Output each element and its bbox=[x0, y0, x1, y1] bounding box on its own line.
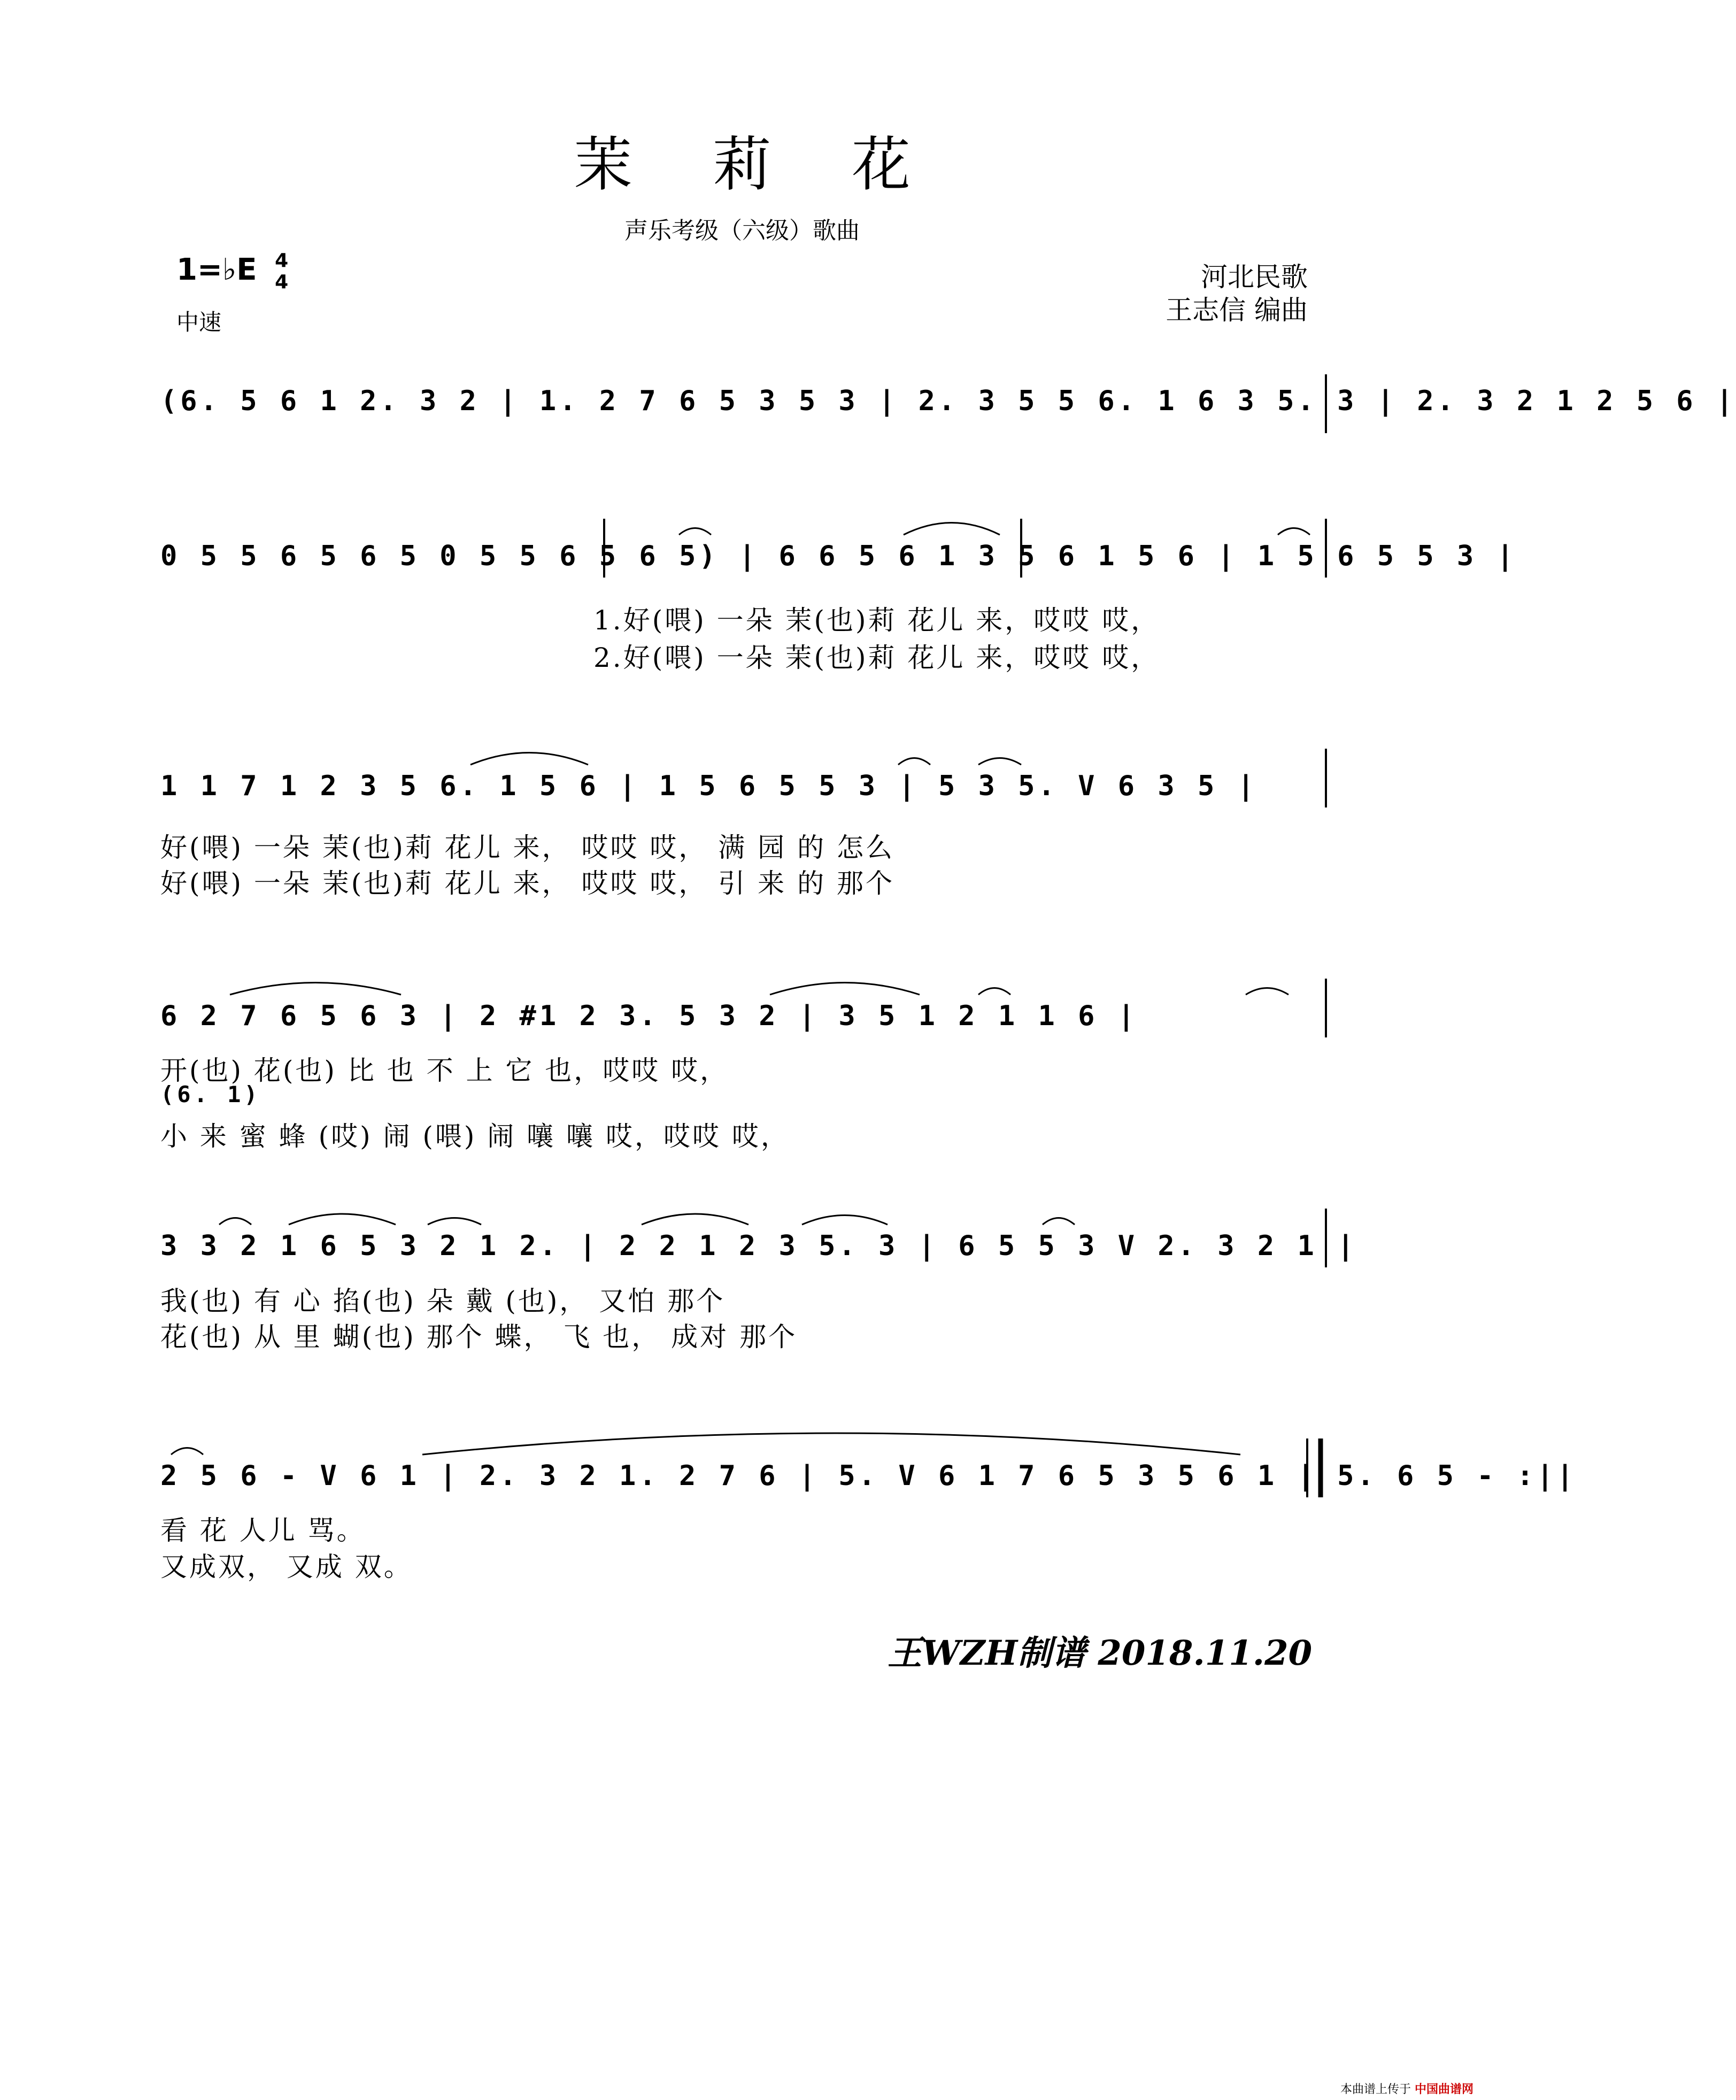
score-line-3: 1 1 7 1 2 3 5 6. 1 5 6 | 1 5 6 5 5 3 | 5 3 5. V 6 3 5 | bbox=[160, 770, 1257, 802]
footer-credit bbox=[1340, 2080, 1473, 2097]
page-title: 茉莉花 bbox=[574, 130, 991, 199]
lyric-line-6-verse-2: 又成双， 又成 双。 bbox=[160, 1551, 413, 1582]
footer-text: 本曲谱上传于 bbox=[1340, 2083, 1411, 2096]
lyric-line-5-verse-1: 我(也) 有 心 掐(也) 朵 戴 (也)， 又怕 那个 bbox=[160, 1286, 726, 1317]
lyric-line-2-verse-1: 1.好(喂) 一朵 茉(也)莉 花儿 来，哎哎 哎， bbox=[593, 605, 1160, 636]
lyric-line-2-verse-2: 2.好(喂) 一朵 茉(也)莉 花儿 来，哎哎 哎， bbox=[593, 642, 1160, 673]
score-line-2: 0 5 5 6 5 6 5 0 5 5 6 5 6 5) | 6 6 5 6 1 3 5 6 1 5 6 | 1 5 6 5 5 3 | bbox=[160, 540, 1517, 572]
song-arranger: 王志信 编曲 bbox=[1166, 295, 1308, 326]
lyric-line-3-verse-2: 好(喂) 一朵 茉(也)莉 花儿 来， 哎哎 哎， 引 来 的 那个 bbox=[160, 868, 894, 899]
lyric-line-3-verse-1: 好(喂) 一朵 茉(也)莉 花儿 来， 哎哎 哎， 满 园 的 怎么 bbox=[160, 832, 894, 863]
lyric-line-4-verse-1: 开(也) 花(也) 比 也 不 上 它 也，哎哎 哎， bbox=[160, 1055, 729, 1086]
footer-brand[interactable]: 中国曲谱网 bbox=[1414, 2083, 1473, 2096]
score-line-4: 6 2 7 6 5 6 3 | 2 #1 2 3. 5 3 2 | 3 5 1 2 1 1 6 | bbox=[160, 1000, 1138, 1032]
meter-bottom: 4 bbox=[275, 271, 289, 293]
lyric-line-6-verse-1: 看 花 人儿 骂。 bbox=[160, 1515, 366, 1546]
score-line-6: 2 5 6 - V 6 1 | 2. 3 2 1. 2 7 6 | 5. V 6 1 7 6 5 3 5 6 1 | 5. 6 5 - :|| bbox=[160, 1460, 1577, 1492]
score-line-5: 3 3 2 1 6 5 3 2 1 2. | 2 2 1 2 3 5. 3 | 6 5 5 3 V 2. 3 2 1 | bbox=[160, 1230, 1357, 1262]
lyric-line-5-verse-2: 花(也) 从 里 蝴(也) 那个 蝶， 飞 也， 成对 那个 bbox=[160, 1321, 798, 1352]
score-line-1: (6. 5 6 1 2. 3 2 | 1. 2 7 6 5 3 5 3 | 2. 3 5 5 6. 1 6 3 5. 3 | 2. 3 2 1 2 5 6 | bbox=[160, 385, 1736, 417]
alternate-notes: (6. 1) bbox=[160, 1081, 261, 1107]
page-subtitle: 声乐考级（六级）歌曲 bbox=[624, 217, 860, 244]
transcriber-signature: 王WZH制谱 2018.11.20 bbox=[888, 1633, 1313, 1673]
meter-top: 4 bbox=[275, 250, 289, 272]
tempo-marking: 中速 bbox=[176, 309, 222, 335]
song-origin: 河北民歌 bbox=[1201, 261, 1308, 293]
lyric-line-4-verse-2: 小 来 蜜 蜂 (哎) 闹 (喂) 闹 嚷 嚷 哎，哎哎 哎， bbox=[160, 1121, 790, 1152]
key-label: 1=♭E bbox=[176, 252, 257, 288]
